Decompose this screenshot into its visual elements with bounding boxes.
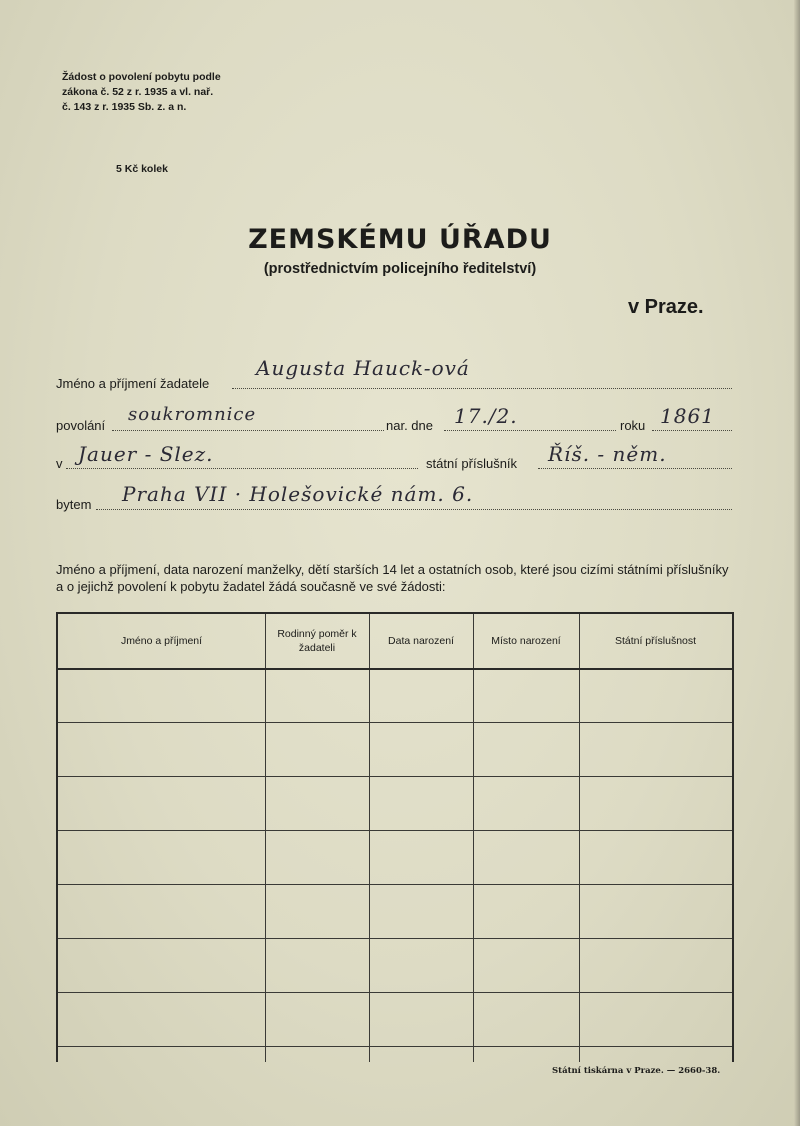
column-divider	[579, 614, 580, 1062]
dependents-instructions: Jméno a příjmení, data narození manželky, dětí starších 14 let a ostatních osob, které jsou cizími státními příslušníky a o jejichž povolení k pobytu žadatel žádá současně ve své žádosti:	[56, 562, 729, 594]
column-header-name: Jméno a příjmení	[120, 635, 203, 647]
column-header-birth-date: Data narození	[388, 635, 454, 647]
row-rule	[58, 884, 732, 885]
table-row[interactable]	[58, 832, 265, 884]
applicant-name-label: Jméno a příjmení žadatele	[56, 376, 210, 391]
printer-imprint: Státní tiskárna v Praze. — 2660-38.	[552, 1066, 721, 1076]
birthplace-line	[66, 468, 418, 469]
table-row[interactable]	[58, 994, 265, 1046]
residence-value[interactable]: Praha VII · Holešovické nám. 6.	[122, 482, 474, 506]
table-row[interactable]	[58, 724, 265, 776]
occupation-label: povolání	[56, 418, 106, 433]
legal-note-line-1: Žádost o povolení pobytu podle	[62, 71, 221, 83]
applicant-name-line	[232, 388, 732, 389]
birthplace-value[interactable]: Jauer - Slez.	[78, 442, 214, 466]
legal-note-line-3: č. 143 z r. 1935 Sb. z. a n.	[62, 101, 187, 113]
citizenship-value[interactable]: Říš. - něm.	[548, 442, 667, 466]
table-row[interactable]	[58, 778, 265, 830]
born-date-value[interactable]: 17./2.	[454, 404, 518, 428]
column-divider	[265, 614, 266, 1062]
residence-label: bytem	[56, 497, 92, 512]
row-rule	[58, 830, 732, 831]
birth-year-label: roku	[620, 418, 646, 433]
birth-year-value[interactable]: 1861	[660, 404, 715, 428]
column-divider	[473, 614, 474, 1062]
column-header-citizenship: Státní příslušnost	[614, 635, 697, 647]
table-row[interactable]	[58, 1048, 265, 1062]
row-rule	[58, 992, 732, 993]
occupation-line	[112, 430, 384, 431]
legal-note-line-2: zákona č. 52 z r. 1935 a vl. nař.	[62, 86, 214, 98]
occupation-value[interactable]: soukromnice	[128, 404, 257, 425]
row-rule	[58, 1046, 732, 1047]
city-label: v Praze.	[628, 296, 704, 318]
form-title: ZEMSKÉMU ÚŘADU	[248, 224, 552, 255]
row-rule	[58, 938, 732, 939]
form-subtitle: (prostřednictvím policejního ředitelství)	[263, 261, 537, 277]
birth-year-line	[652, 430, 732, 431]
applicant-name-value[interactable]: Augusta Hauck-ová	[256, 356, 470, 380]
table-row[interactable]	[58, 940, 265, 992]
paper-edge	[794, 0, 800, 1126]
row-rule	[58, 722, 732, 723]
column-header-relationship: Rodinný poměr k žadateli	[277, 628, 357, 654]
dependents-table	[56, 612, 734, 1062]
column-divider	[369, 614, 370, 1062]
born-date-label: nar. dne	[386, 418, 433, 433]
citizenship-line	[538, 468, 732, 469]
row-rule	[58, 776, 732, 777]
column-header-birthplace: Místo narození	[491, 635, 561, 647]
residence-line	[96, 509, 732, 510]
legal-reference-note	[62, 70, 221, 115]
stamp-fee-label: 5 Kč kolek	[116, 163, 168, 175]
born-date-line	[444, 430, 616, 431]
table-row[interactable]	[58, 886, 265, 938]
birthplace-prefix: v	[56, 456, 63, 471]
table-row[interactable]	[58, 670, 265, 722]
citizenship-label: státní příslušník	[426, 456, 518, 471]
